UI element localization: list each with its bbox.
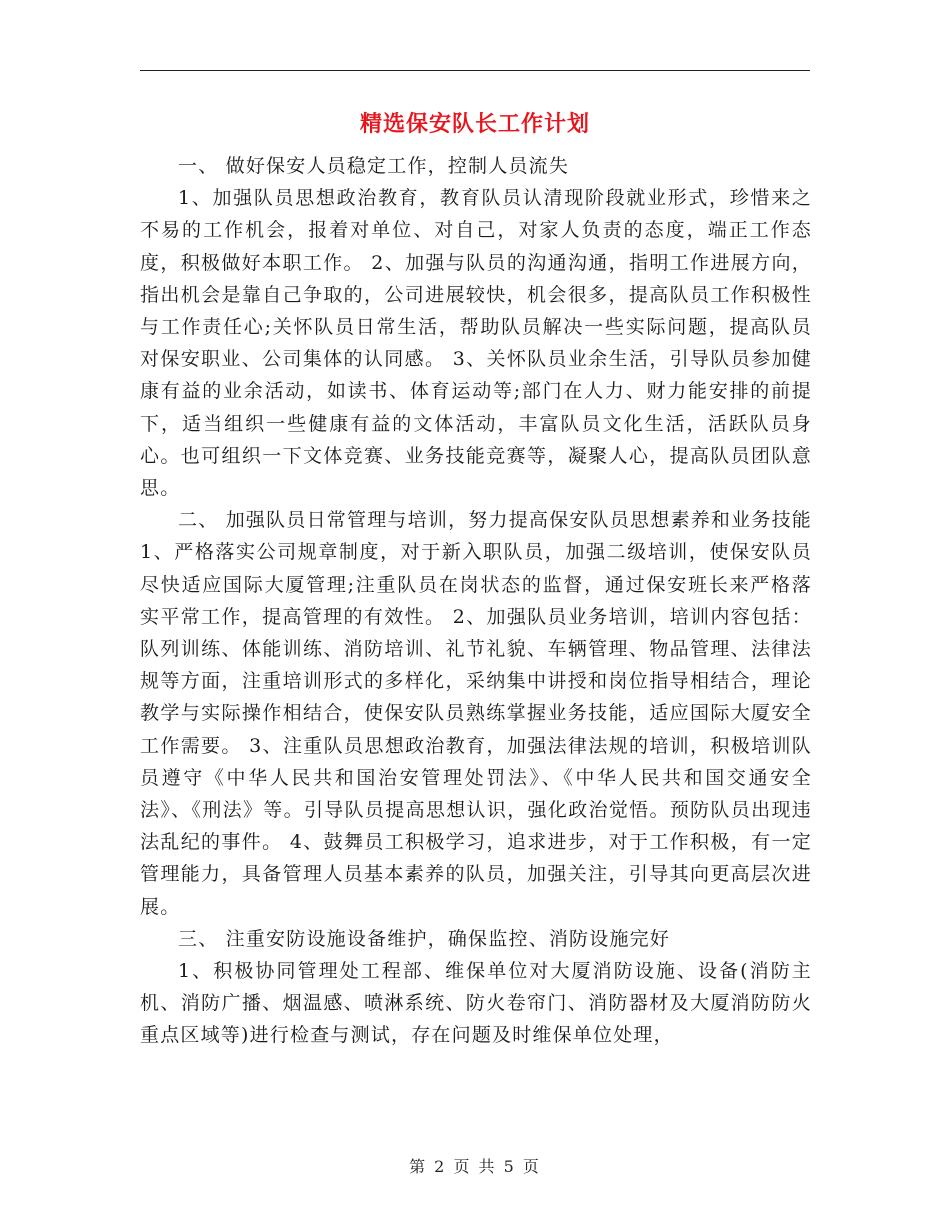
page-number: 第 2 页 共 5 页 — [409, 1157, 541, 1176]
document-title: 精选保安队长工作计划 — [359, 112, 590, 137]
section-heading-2: 二、 加强队员日常管理与培训，努力提高保安队员思想素养和业务技能 1、严格落实公司规章制度，对于新入职队员，加强二级培训，使保安队员尽快适应国际大厦管理;注重队员在岗状态的监督，通过保安班长来严格落实平常工作，提高管理的有效性。 2、加强队员业务培训，培训内容包括：队列训练、体能训练、消防培训、礼节礼貌、车辆管理、物品管理、法律法规等方面，注重培训形式的多样化，采纳集中讲授和岗位指导相结合，理论教学与实际操作相结合，使保安队员熟练掌握业务技能，适应国际大厦安全工作需要。 3、注重队员思想政治教育，加强法律法规的培训，积极培训队员遵守《中华人民共和国治安管理处罚法》、《中华人民共和国交通安全法》、《刑法》等。引导队员提高思想认识，强化政治觉悟。预防队员出现违法乱纪的事件。 4、鼓舞员工积极学习，追求进步，对于工作积极，有一定管理能力，具备管理人员基本素养的队员，加强关注，引导其向更高层次进展。 — [140, 509, 812, 918]
paragraph-3: 1、积极协同管理处工程部、维保单位对大厦消防设施、设备(消防主机、消防广播、烟温感、喷淋系统、防火卷帘门、消防器材及大厦消防防火重点区域等)进行检查与测试，存在问题及时维保单位处理， — [140, 960, 812, 1047]
header-rule — [140, 70, 810, 71]
section-heading-3: 三、 注重安防设施设备维护，确保监控、消防设施完好 — [178, 927, 671, 950]
document-body — [140, 150, 812, 1052]
paragraph-1: 1、加强队员思想政治教育，教育队员认清现阶段就业形式，珍惜来之不易的工作机会，报着对单位、对自己，对家人负责的态度，端正工作态度，积极做好本职工作。 2、加强与队员的沟通沟通，指明工作进展方向，指出机会是靠自己争取的，公司进展较快，机会很多，提高队员工作积极性与工作责任心;关怀队员日常生活，帮助队员解决一些实际问题，提高队员对保安职业、公司集体的认同感。 3、关怀队员业余生活，引导队员参加健康有益的业余活动，如读书、体育运动等;部门在人力、财力能安排的前提下，适当组织一些健康有益的文体活动，丰富队员文化生活，活跃队员身心。也可组织一下文体竞赛、业务技能竞赛等，凝聚人心，提高队员团队意思。 — [140, 187, 812, 500]
section-heading-1: 一、 做好保安人员稳定工作，控制人员流失 — [178, 155, 570, 177]
